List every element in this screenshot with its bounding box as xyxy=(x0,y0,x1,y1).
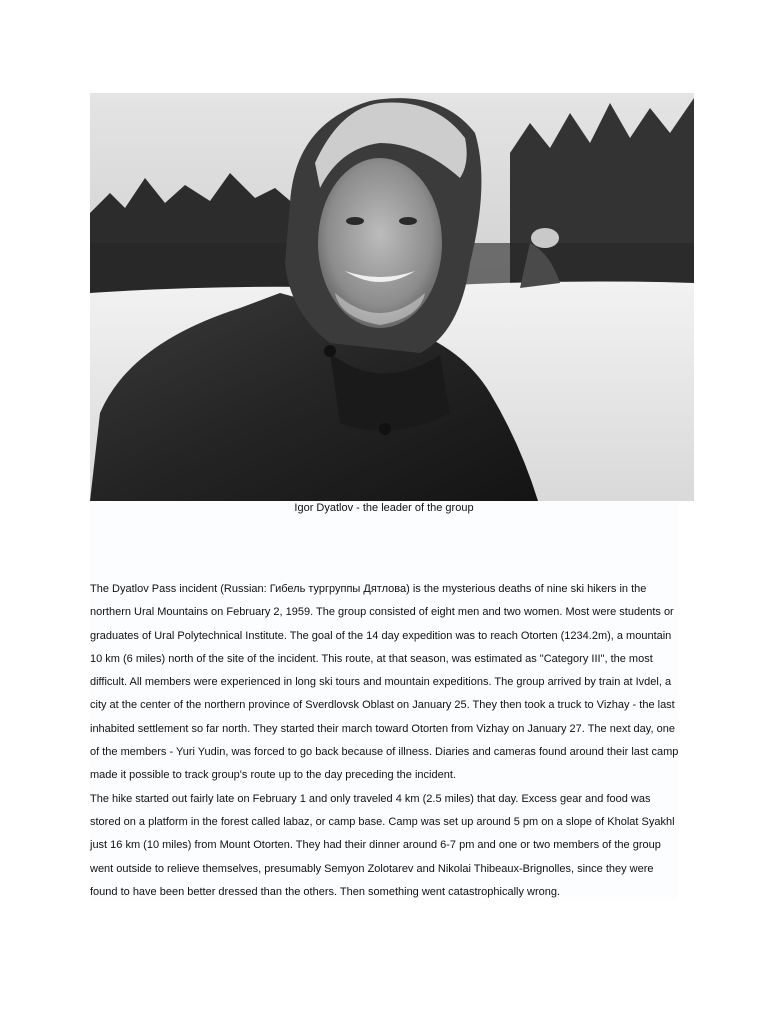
photo-caption: Igor Dyatlov - the leader of the group xyxy=(294,502,474,514)
article-paragraph: The Dyatlov Pass incident (Russian: Гибель тургруппы Дятлова) is the mysterious deaths of nine ski hikers in the northern Ural Mountains on February 2, 1959. The group consisted of eight men and two women. Most were students or graduates of Ural Polytechnical Institute. The goal of the 14 day expedition was to reach Otorten (1234.2m), a mountain 10 km (6 miles) north of the site of the incident. This route, at that season, was estimated as "Category III", the most difficult. All members were experienced in long ski tours and mountain expeditions. The group arrived by train at Ivdel, a city at the center of the northern province of Sverdlovsk Oblast on January 25. They then took a truck to Vizhay - the last inhabited settlement so far north. They started their march toward Otorten from Vizhay on January 27. The next day, one of the members - Yuri Yudin, was forced to go back because of illness. Diaries and cameras found around their last camp made it possible to track group's route up to the day preceding the incident. xyxy=(90,583,679,782)
portrait-photo xyxy=(90,93,694,501)
portrait-photo-image xyxy=(90,93,694,501)
article-paragraph: The hike started out fairly late on February 1 and only traveled 4 km (2.5 miles) that day. Excess gear and food was stored on a platform in the forest called labaz, or camp base. Camp was set up around 5 pm on a slope of Kholat Syakhl just 16 km (10 miles) from Mount Otorten. They had their dinner around 6-7 pm and one or two members of the group went outside to relieve themselves, presumably Semyon Zolotarev and Nikolai Thibeaux-Brignolles, since they were found to have been better dressed than the others. Then something went catastrophically wrong. xyxy=(90,792,675,898)
article-body xyxy=(90,578,682,904)
face xyxy=(318,158,442,328)
